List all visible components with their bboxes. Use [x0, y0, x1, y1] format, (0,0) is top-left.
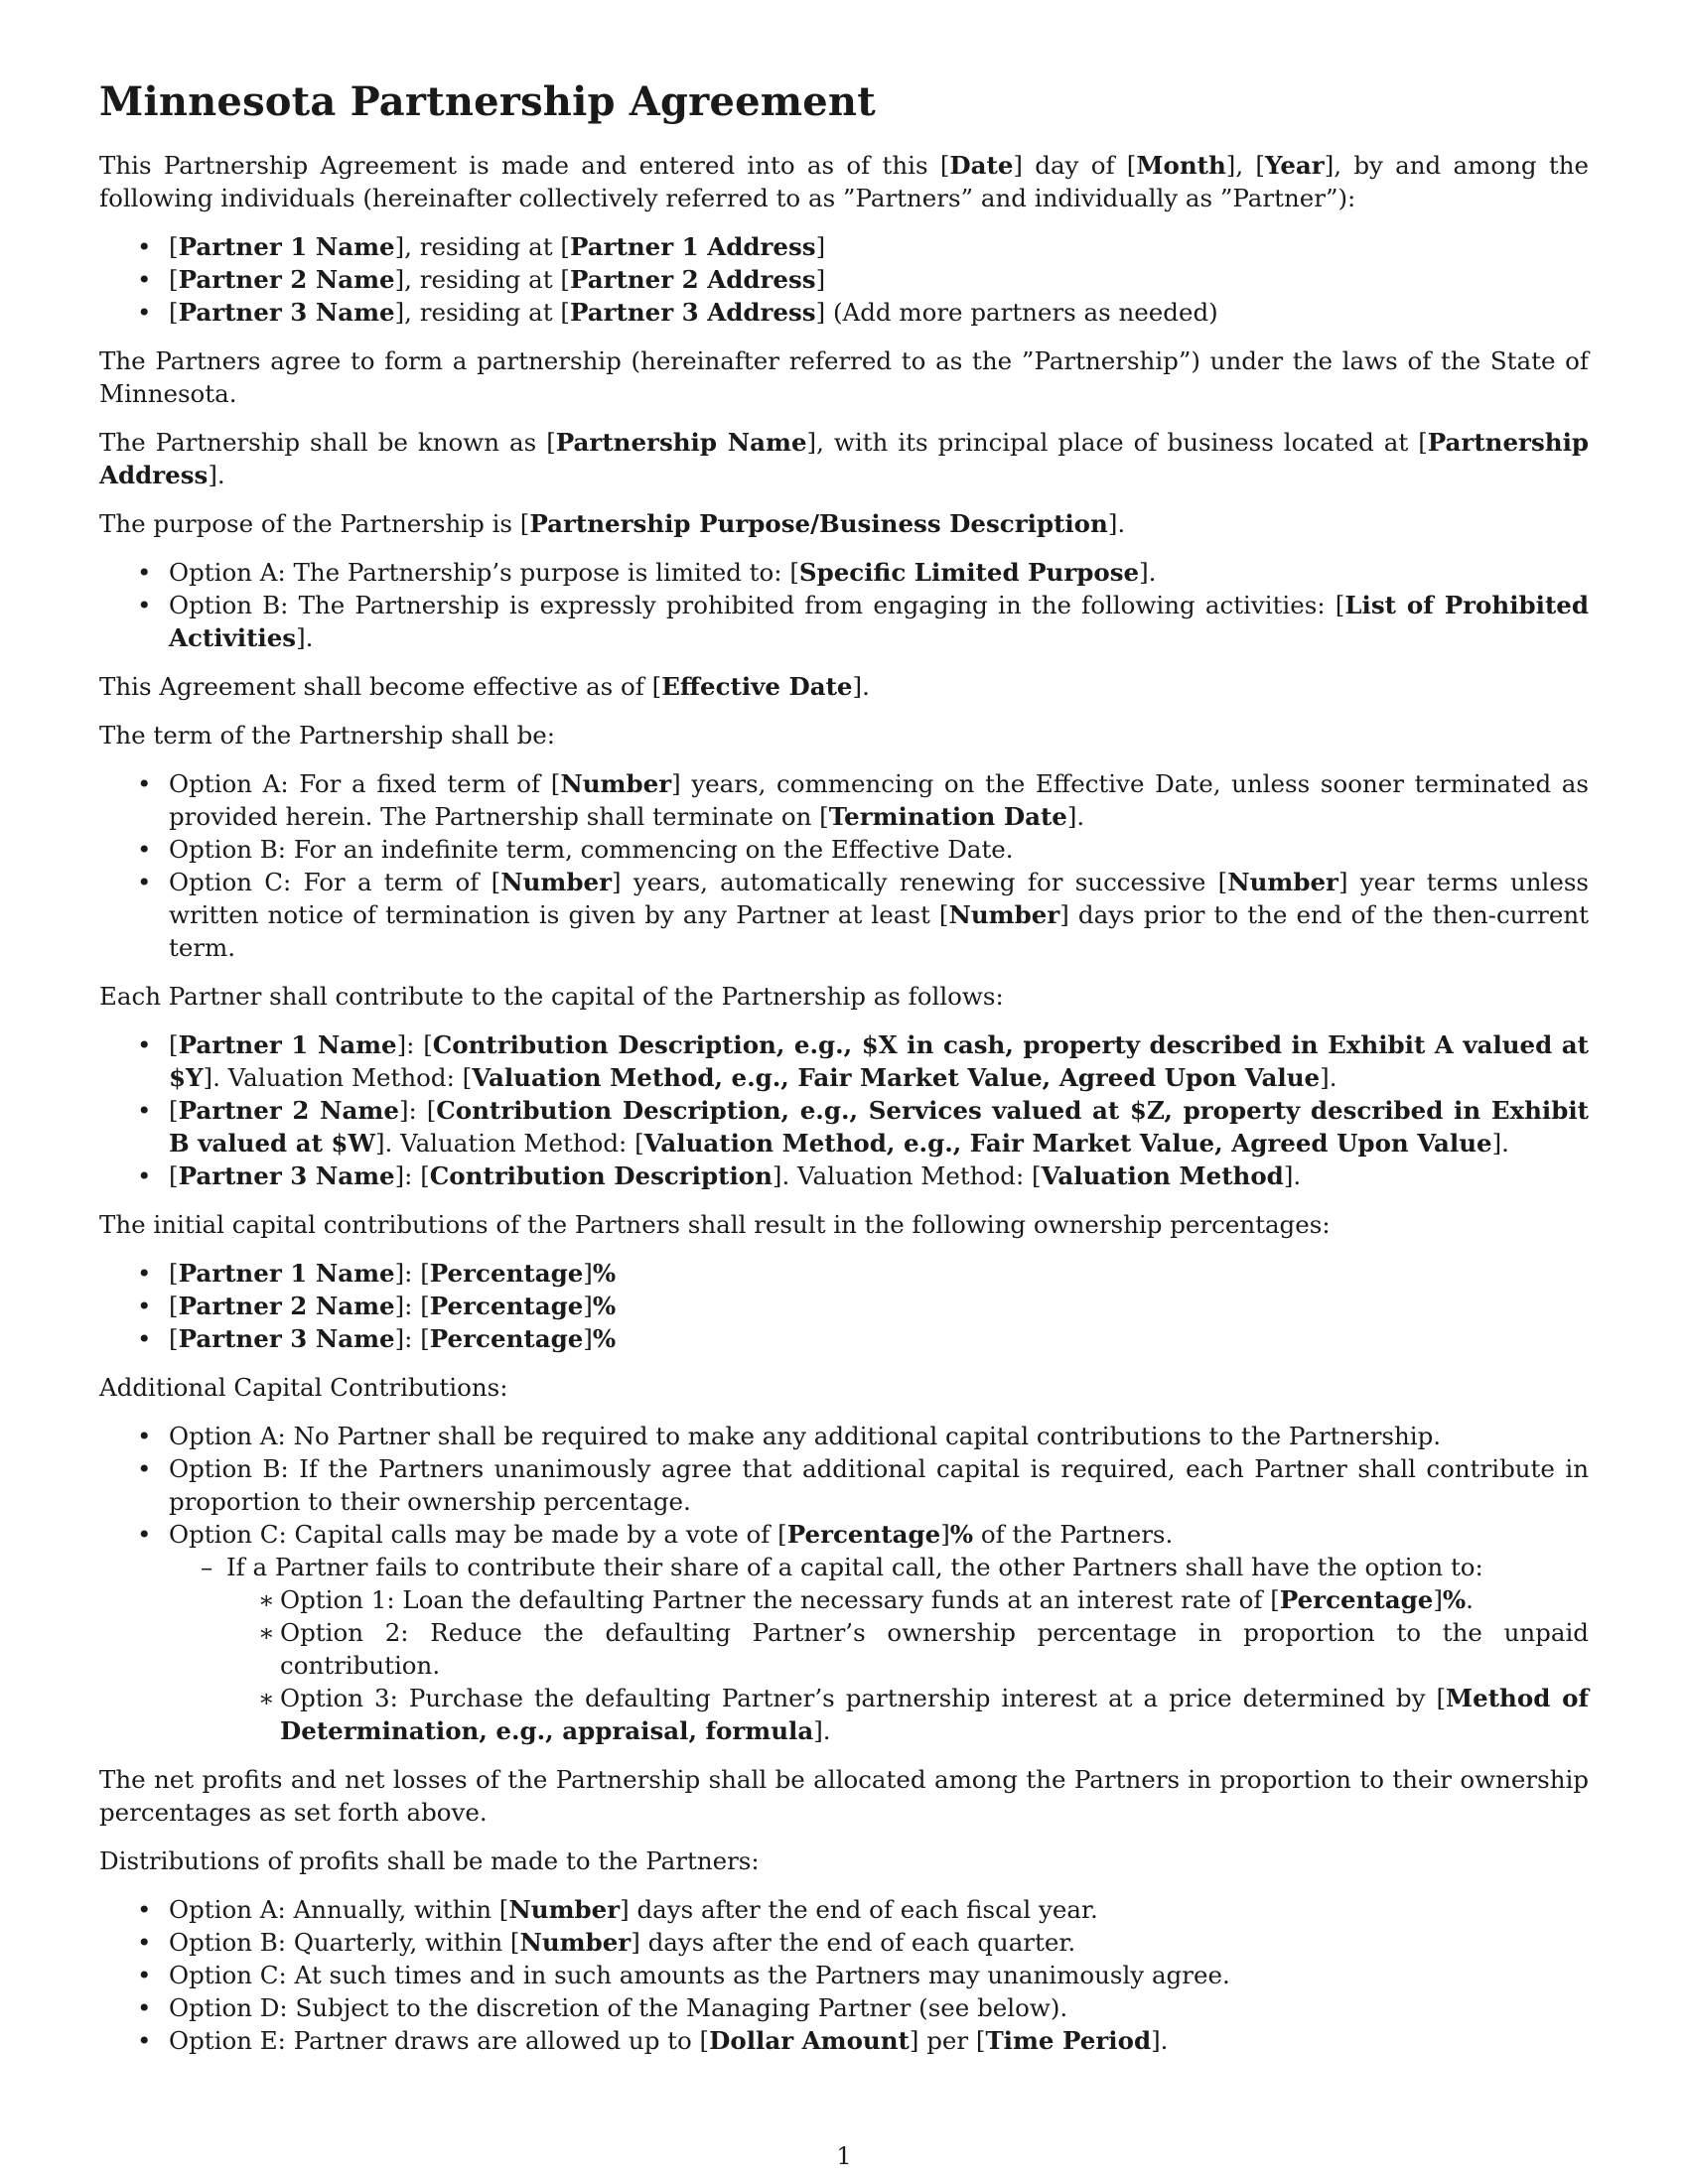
placeholder-field: Valuation Method — [1041, 1161, 1284, 1190]
placeholder-field: % — [592, 1259, 617, 1288]
placeholder-field: Partner 1 Name — [178, 1030, 397, 1059]
list-item: • Option A: The Partnership’s purpose is limited to: [Specific Limited Purpose]. — [99, 556, 1589, 589]
list-item: • Option B: For an indefinite term, commencing on the Effective Date. — [99, 833, 1589, 866]
placeholder-field: % — [592, 1292, 617, 1320]
list-item — [99, 1518, 1589, 1747]
placeholder-field: Partner 3 Name — [178, 1324, 395, 1353]
document-page — [99, 77, 1589, 2073]
placeholder-field: Percentage — [429, 1259, 584, 1288]
placeholder-field: % — [949, 1520, 974, 1549]
placeholder-field: % — [592, 1324, 617, 1353]
placeholder-field: Partner 3 Name — [178, 1161, 395, 1190]
list-item — [99, 1551, 1589, 1747]
placeholder-field: Number — [519, 1928, 632, 1957]
list-item-text: If a Partner fails to contribute their share of a capital call, the other Partners shall have the option to: — [226, 1553, 1483, 1581]
placeholder-field: Percentage — [429, 1292, 584, 1320]
placeholder-field: Partnership Address — [99, 428, 1590, 489]
placeholder-field: Effective Date — [661, 672, 853, 701]
distributions-intro-paragraph: Distributions of profits shall be made to the Partners: — [99, 1846, 760, 1875]
placeholder-field: Partner 1 Name — [178, 232, 395, 261]
placeholder-field: Contribution Description — [429, 1161, 773, 1190]
placeholder-field: Valuation Method, e.g., Fair Market Value, Agreed Upon Value — [472, 1063, 1321, 1092]
placeholder-field: % — [1442, 1585, 1467, 1614]
list-item: • Option D: Subject to the discretion of the Managing Partner (see below). — [99, 1991, 1589, 2024]
placeholder-field: Partner 2 Name — [178, 265, 395, 294]
placeholder-field: Partner 1 Name — [178, 1259, 395, 1288]
placeholder-field: Percentage — [786, 1520, 941, 1549]
distribution-options-list — [99, 1893, 1589, 2057]
placeholder-field: Valuation Method, e.g., Fair Market Value, Agreed Upon Value — [643, 1129, 1492, 1158]
partners-list — [99, 230, 1589, 329]
placeholder-field: Partner 2 Name — [178, 1096, 399, 1125]
list-item: • [Partner 1 Name]: [Contribution Description, e.g., $X in cash, property described in Exhibit A valued at $Y]. Valuation Method: [Valuation Method, e.g., Fair Market Value, Agreed Upon Value]. — [99, 1028, 1589, 1094]
placeholder-field: Percentage — [429, 1324, 584, 1353]
profits-losses-paragraph: The net profits and net losses of the Partnership shall be allocated among the Partners in proportion to their ownership percentages as set forth above. — [99, 1765, 1589, 1827]
placeholder-field: Month — [1136, 151, 1226, 180]
list-item: ∗ Option 3: Purchase the defaulting Partner’s partnership interest at a price determined by [Method of Determination, e.g., appraisal, formula]. — [99, 1682, 1589, 1747]
term-options-list — [99, 767, 1589, 964]
placeholder-field: Partner 3 Name — [178, 298, 395, 327]
list-item: • Option B: The Partnership is expressly prohibited from engaging in the following activities: [List of Prohibited Activities]. — [99, 589, 1589, 654]
list-item: • Option A: For a fixed term of [Number] years, commencing on the Effective Date, unless sooner terminated as provided herein. The Partnership shall terminate on [Termination Date]. — [99, 767, 1589, 833]
placeholder-field: Percentage — [1279, 1585, 1434, 1614]
list-item: • Option C: At such times and in such amounts as the Partners may unanimously agree. — [99, 1959, 1589, 1991]
placeholder-field: Number — [560, 769, 672, 798]
document-title: Minnesota Partnership Agreement — [99, 78, 876, 125]
ownership-percentages-list — [99, 1257, 1589, 1355]
placeholder-field: Number — [1227, 868, 1338, 896]
default-options-list — [99, 1583, 1589, 1747]
placeholder-field: Partner 1 Address — [569, 232, 816, 261]
placeholder-field: List of Prohibited Activities — [169, 591, 1589, 652]
placeholder-field: Partnership Name — [555, 428, 807, 457]
placeholder-field: Partner 2 Name — [178, 1292, 395, 1320]
list-item: • [Partner 1 Name], residing at [Partner 1 Address] — [99, 230, 1589, 263]
list-item: • Option B: If the Partners unanimously agree that additional capital is required, each Partner shall contribute in proportion to their ownership percentage. — [99, 1452, 1589, 1518]
list-item: ∗ Option 1: Loan the defaulting Partner the necessary funds at an interest rate of [Percentage]%. — [99, 1583, 1589, 1616]
page-number: 1 — [836, 2142, 852, 2170]
placeholder-field: Number — [508, 1895, 621, 1924]
list-item: ∗ Option 2: Reduce the defaulting Partner’s ownership percentage in proportion to the unpaid contribution. — [99, 1616, 1589, 1682]
additional-capital-heading: Additional Capital Contributions: — [99, 1373, 508, 1402]
capital-contributions-list — [99, 1028, 1589, 1192]
list-item: • Option B: Quarterly, within [Number] days after the end of each quarter. — [99, 1926, 1589, 1959]
intro-paragraph: This Partnership Agreement is made and entered into as of this [Date] day of [Month], [Year], by and among the following individuals (hereinafter collectively referred to as ”Partners” and individually as ”Partner”): — [99, 151, 1589, 212]
list-item: • [Partner 1 Name]: [Percentage]% — [99, 1257, 1589, 1290]
list-item: • [Partner 3 Name], residing at [Partner 3 Address] (Add more partners as needed) — [99, 296, 1589, 329]
list-item: • [Partner 2 Name]: [Percentage]% — [99, 1290, 1589, 1322]
capital-call-default-list — [99, 1551, 1589, 1747]
placeholder-field: Termination Date — [828, 802, 1067, 831]
term-intro-paragraph: The term of the Partnership shall be: — [99, 721, 556, 750]
list-item: • [Partner 2 Name]: [Contribution Description, e.g., Services valued at $Z, property described in Exhibit B valued at $W]. Valuation Method: [Valuation Method, e.g., Fair Market Value, Agreed Upon Value]. — [99, 1094, 1589, 1160]
formation-paragraph: The Partners agree to form a partnership (hereinafter referred to as the ”Partnership”) under the laws of the State of Minnesota. — [99, 346, 1589, 408]
list-item: • [Partner 3 Name]: [Contribution Description]. Valuation Method: [Valuation Method]. — [99, 1160, 1589, 1192]
placeholder-field: Contribution Description, e.g., $X in cash, property described in Exhibit A valued at $Y — [169, 1030, 1589, 1092]
placeholder-field: Contribution Description, e.g., Services valued at $Z, property described in Exhibit B valued at $W — [169, 1096, 1589, 1158]
placeholder-field: Partnership Purpose/Business Description — [529, 509, 1108, 538]
placeholder-field: Time Period — [985, 2026, 1152, 2055]
placeholder-field: Year — [1264, 151, 1325, 180]
capital-intro-paragraph: Each Partner shall contribute to the capital of the Partnership as follows: — [99, 982, 1004, 1011]
placeholder-field: Method of Determination, e.g., appraisal, formula — [280, 1684, 1589, 1745]
list-item: • Option A: Annually, within [Number] days after the end of each fiscal year. — [99, 1893, 1589, 1926]
placeholder-field: Partner 2 Address — [569, 265, 816, 294]
list-item: • [Partner 2 Name], residing at [Partner 2 Address] — [99, 263, 1589, 296]
additional-capital-options-list — [99, 1420, 1589, 1747]
effective-date-paragraph: This Agreement shall become effective as of [Effective Date]. — [99, 672, 870, 701]
placeholder-field: Specific Limited Purpose — [798, 558, 1140, 587]
list-item-text: Option C: Capital calls may be made by a vote of [Percentage]% of the Partners. — [169, 1520, 1174, 1549]
list-item: • Option C: For a term of [Number] years, automatically renewing for successive [Number] year terms unless written notice of termination is given by any Partner at least [Number] days prior to the end of the then-current term. — [99, 866, 1589, 964]
purpose-options-list — [99, 556, 1589, 654]
placeholder-field: Number — [948, 900, 1060, 929]
purpose-paragraph: The purpose of the Partnership is [Partnership Purpose/Business Description]. — [99, 509, 1126, 538]
list-item: • Option E: Partner draws are allowed up to [Dollar Amount] per [Time Period]. — [99, 2024, 1589, 2057]
list-item: • Option A: No Partner shall be required to make any additional capital contributions to the Partnership. — [99, 1420, 1589, 1452]
placeholder-field: Date — [949, 151, 1014, 180]
list-item: • [Partner 3 Name]: [Percentage]% — [99, 1322, 1589, 1355]
placeholder-field: Number — [500, 868, 612, 896]
placeholder-field: Partner 3 Address — [569, 298, 816, 327]
name-address-paragraph: The Partnership shall be known as [Partnership Name], with its principal place of business located at [Partnership Address]. — [99, 428, 1590, 489]
ownership-intro-paragraph: The initial capital contributions of the Partners shall result in the following ownership percentages: — [99, 1210, 1331, 1239]
placeholder-field: Dollar Amount — [709, 2026, 910, 2055]
